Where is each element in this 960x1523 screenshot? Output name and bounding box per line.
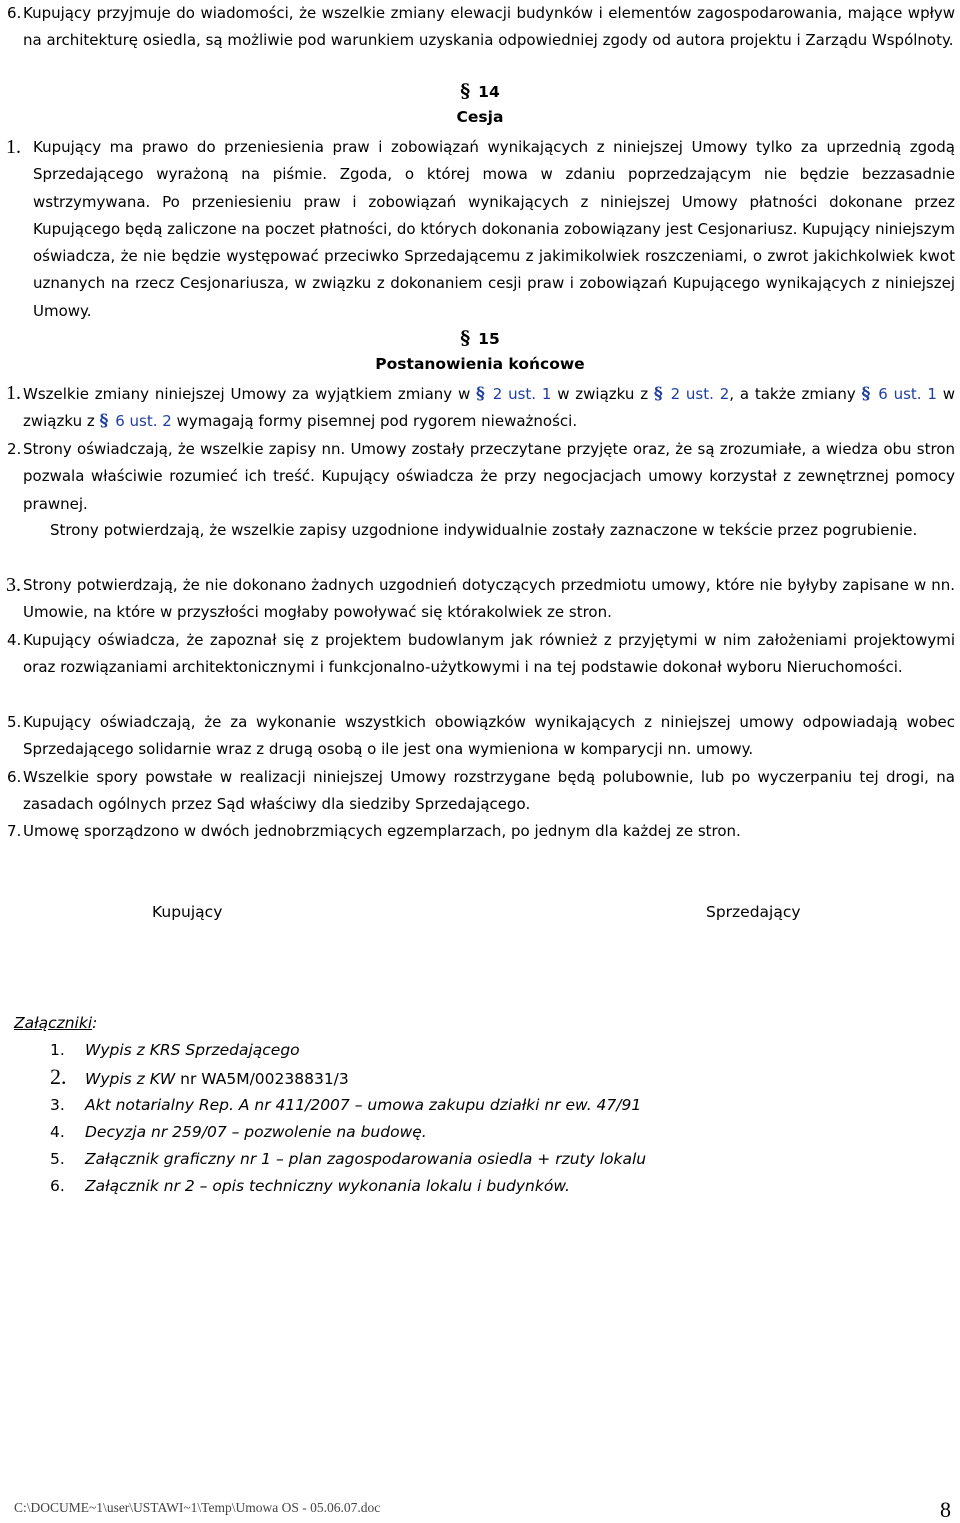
section-heading-15 xyxy=(0,327,960,349)
attachment-item xyxy=(50,1041,300,1059)
attachment-number: 3. xyxy=(50,1096,65,1114)
footer-file-path: C:\DOCUME~1\user\USTAWI~1\Temp\Umowa OS - 05.06.07.doc xyxy=(14,1500,381,1515)
clause-text xyxy=(23,381,955,436)
paragraph-symbol: § xyxy=(653,384,663,404)
clause-text: Strony potwierdzają, że wszelkie zapisy uzgodnione indywidualnie zostały zaznaczone w tekście przez pogrubienie. xyxy=(50,521,918,539)
clause-part: w związku z xyxy=(551,385,654,403)
list-number: 6. xyxy=(7,768,22,786)
list-number: 3. xyxy=(6,574,21,596)
cross-reference-link[interactable]: 2 ust. 2 xyxy=(670,385,730,403)
list-number: 6. xyxy=(7,4,22,22)
clause-part: Wszelkie zmiany niniejszej Umowy za wyjątkiem zmiany w xyxy=(23,385,477,403)
attachments-colon: : xyxy=(92,1014,98,1032)
attachment-text-plain: nr WA5M/00238831/3 xyxy=(175,1070,349,1088)
attachment-text: Akt notarialny Rep. A nr 411/2007 – umowa zakupu działki nr ew. 47/91 xyxy=(85,1096,642,1114)
attachment-item xyxy=(50,1177,570,1195)
clause-part: , a także zmiany xyxy=(729,385,862,403)
list-number: 1. xyxy=(6,136,21,158)
clause-part: wymagają formy pisemnej pod rygorem nieważności. xyxy=(171,412,578,431)
attachment-text: Załącznik graficzny nr 1 – plan zagospodarowania osiedla + rzuty lokalu xyxy=(85,1150,647,1168)
clause-text: Wszelkie spory powstałe w realizacji niniejszej Umowy rozstrzygane będą polubownie, lub po wyczerpaniu tej drogi, na zasadach ogólnych przez Sąd właściwy dla siedziby Sprzedającego. xyxy=(23,768,955,814)
attachment-text: Decyzja nr 259/07 – pozwolenie na budowę. xyxy=(85,1123,427,1141)
attachment-text: Wypis z KW xyxy=(85,1070,176,1088)
clause-text: Strony oświadczają, że wszelkie zapisy nn. Umowy zostały przeczytane przyjęte oraz, że są zrozumiałe, a wiedza obu stron pozwala właściwie rozumieć ich treść. Kupujący oświadcza że przy negocjacjach umowy korzystał z zewnętrznej pomocy prawnej. xyxy=(23,440,955,513)
seller-signature-label: Sprzedający xyxy=(706,903,801,921)
attachment-number: 1. xyxy=(50,1041,65,1059)
clause-text xyxy=(33,134,955,325)
clause-text: Kupujący przyjmuje do wiadomości, że wszelkie zmiany elewacji budynków i elementów zagospodarowania, mające wpływ na architekturę osiedla, są możliwie pod warunkiem uzyskania odpowiedniej zgody od autora projektu i Zarządu Wspólnoty. xyxy=(23,4,955,50)
attachment-text: Załącznik nr 2 – opis techniczny wykonania lokalu i budynków. xyxy=(85,1177,570,1195)
attachment-item xyxy=(50,1064,349,1090)
section-title: Cesja xyxy=(456,108,504,126)
attachment-number: 4. xyxy=(50,1123,65,1141)
cross-reference-link[interactable]: 2 ust. 1 xyxy=(492,385,552,403)
section-title: Postanowienia końcowe xyxy=(375,355,585,373)
paragraph-symbol: § xyxy=(476,384,485,404)
list-number: 2. xyxy=(7,440,22,458)
clause-text: Strony potwierdzają, że nie dokonano żadnych uzgodnień dotyczących przedmiotu umowy, które nie byłyby zapisane w nn. Umowie, na które w przyszłości mogłaby powoływać się którakolwiek ze stron. xyxy=(23,576,955,622)
section-heading-14 xyxy=(0,80,960,102)
page-number: 8 xyxy=(940,1497,951,1522)
paragraph-symbol: § xyxy=(460,80,471,102)
attachment-number: 5. xyxy=(50,1150,65,1168)
attachment-item xyxy=(50,1096,641,1114)
attachments-title xyxy=(14,1014,97,1032)
attachments-title-text: Załączniki xyxy=(14,1014,93,1032)
attachment-text: Wypis z KRS Sprzedającego xyxy=(85,1041,300,1059)
clause-text: Umowę sporządzono w dwóch jednobrzmiących egzemplarzach, po jednym dla każdej ze stron. xyxy=(23,822,741,840)
attachment-item xyxy=(50,1123,427,1141)
attachment-item xyxy=(50,1150,646,1168)
attachment-number: 2. xyxy=(50,1064,67,1089)
clause-body: Kupujący ma prawo do przeniesienia praw i zobowiązań wynikających z niniejszej Umowy tylko za uprzednią zgodą Sprzedającego wyrażoną na piśmie. Zgoda, o której mowa w zdaniu poprzedzającym nie będzie bezzasadnie wstrzymywana. Po przeniesieniu praw i zobowiązań wynikających z niniejszej Umowy płatności dokonane przez Kupującego będą zaliczone na poczet płatności, do których dokonania zobowiązany jest Cesjonariusz. Kupujący niniejszym oświadcza, że nie będzie występować przeciwko Sprzedającemu z jakimikolwiek roszczeniami, o zwrot jakichkolwiek kwot uznanych na rzecz Cesjonariusza, w związku z dokonaniem cesji praw i zobowiązań Kupującego wynikających z niniejszej Umowy. xyxy=(33,138,955,320)
list-number: 7. xyxy=(7,822,22,840)
buyer-signature-label: Kupujący xyxy=(152,903,223,921)
cross-reference-link[interactable]: 6 ust. 2 xyxy=(115,412,172,431)
clause-part: w związku z xyxy=(23,385,955,431)
section-number: 14 xyxy=(478,83,500,101)
list-number: 1. xyxy=(6,382,21,404)
clause-text: Kupujący oświadczają, że za wykonanie wszystkich obowiązków wynikających z niniejszej umowy odpowiadają wobec Sprzedającego solidarnie wraz z drugą osobą o ile jest ona wymieniona w komparycji nn. umowy. xyxy=(23,713,955,759)
paragraph-symbol: § xyxy=(460,327,471,349)
clause-text: Kupujący oświadcza, że zapoznał się z projektem budowlanym jak również z przyjętymi w nim założeniami projektowymi oraz rozwiązaniami architektonicznymi i funkcjonalno-użytkowymi i na tej podstawie dokonał wyboru Nieruchomości. xyxy=(23,631,955,677)
paragraph-symbol: § xyxy=(861,384,871,404)
list-number: 5. xyxy=(7,713,22,731)
cross-reference-link[interactable]: 6 ust. 1 xyxy=(878,385,937,403)
paragraph-symbol: § xyxy=(99,411,109,432)
attachment-number: 6. xyxy=(50,1177,65,1195)
section-number: 15 xyxy=(478,330,500,348)
list-number: 4. xyxy=(7,631,22,649)
